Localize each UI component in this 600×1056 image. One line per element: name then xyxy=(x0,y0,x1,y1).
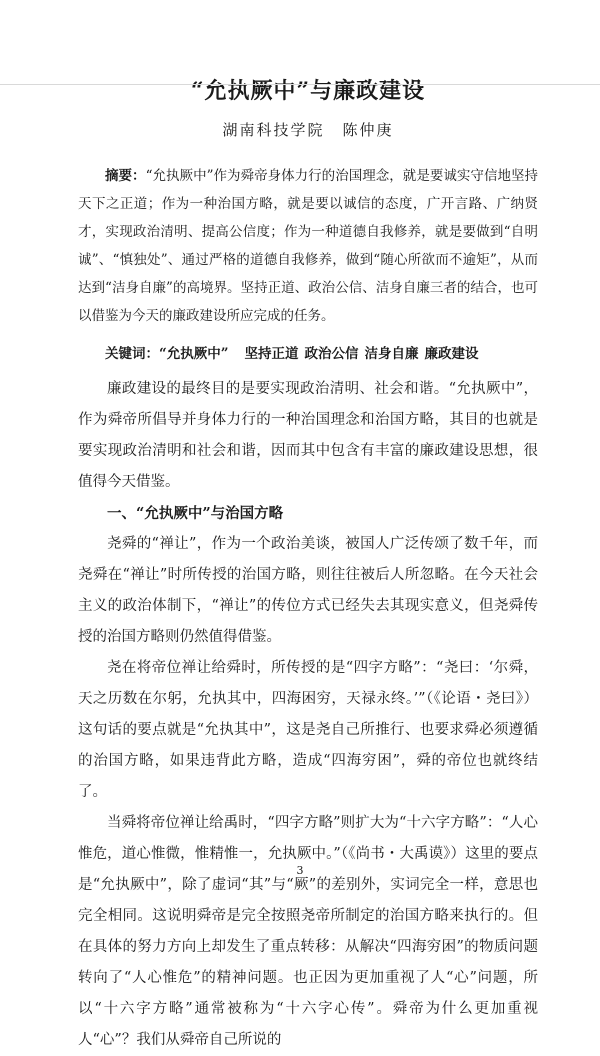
abstract xyxy=(78,162,538,330)
intro-paragraph: 廉政建设的最终目的是要实现政治清明、社会和谐。“允执厥中”，作为舜帝所倡导并身体力行的一种治国理念和治国方略，其目的也就是要实现政治清明和社会和谐，因而其中包含有丰富的廉政建设思想，很值得今天借鉴。 xyxy=(78,381,538,490)
document-page xyxy=(0,74,600,1048)
keyword: 廉政建设 xyxy=(424,346,479,362)
body-paragraph: 尧舜的“禅让”，作为一个政治美谈，被国人广泛传颂了数千年，而尧舜在“禅让”时所传授的治国方略，则往往被后人所忽略。在今天社会主义的政治体制下，“禅让”的传位方式已经失去其现实意义，但尧舜传授的治国方略则仍然值得借鉴。 xyxy=(78,536,538,645)
keywords xyxy=(78,340,538,368)
keyword: “允执厥中” xyxy=(159,346,229,362)
keyword: 政治公信 xyxy=(304,346,359,362)
keywords-label: 关键词： xyxy=(105,346,159,362)
article-title: “允执厥中”与廉政建设 xyxy=(190,78,426,104)
abstract-label: 摘要： xyxy=(105,168,146,184)
institution: 湖南科技学院 xyxy=(222,121,325,139)
body-paragraph: 尧在将帝位禅让给舜时，所传授的是“四字方略”：“尧曰：‘尔舜，天之历数在尔躬，允执其中，四海困穷，天禄永终。’”（《论语・尧曰》）这句话的要点就是“允执其中”，这是尧自己所推行、也要求舜必须遵循的治国方略，如果违背此方略，造成“四海穷困”，舜的帝位也就终结了。 xyxy=(78,660,538,800)
page-top-border xyxy=(0,74,600,85)
page-number: 3 xyxy=(296,864,304,877)
author-name: 陈仲庚 xyxy=(342,121,394,139)
body-paragraph: 当舜将帝位禅让给禹时，“四字方略”则扩大为“十六字方略”：“人心惟危，道心惟微，惟精惟一，允执厥中。”（《尚书・大禹谟》）这里的要点是“允执厥中”，除了虚词“其”与“厥”的差别外，实词完全一样，意思也完全相同。这说明舜帝是完全按照尧帝所制定的治国方略来执行的。但在具体的努力方向上却发生了重点转移：从解决“四海穷困”的物质问题转向了“人心惟危”的精神问题。也正因为更加重视了人“心”问题，所以“十六字方略”通常被称为“十六字心传”。舜帝为什么更加重视人“心”？我们从舜帝自己所说的 xyxy=(78,815,538,1048)
keyword: 洁身自廉 xyxy=(364,346,419,362)
abstract-text: “允执厥中”作为舜帝身体力行的治国理念，就是要诚实守信地坚持天下之正道；作为一种治国方略，就是要以诚信的态度，广开言路、广纳贤才，实现政治清明、提高公信度；作为一种道德自我修养，就是要做到“自明诚”、“慎独处”、通过严格的道德自我修养，做到“随心所欲而不逾矩”，从而达到“洁身自廉”的高境界。坚持正道、政治公信、洁身自廉三者的结合，也可以借鉴为今天的廉政建设所应完成的任务。 xyxy=(78,168,539,324)
keyword: 坚持正道 xyxy=(244,346,299,362)
section-heading: 一、“允执厥中”与治国方略 xyxy=(107,505,284,522)
author-line xyxy=(78,119,538,140)
